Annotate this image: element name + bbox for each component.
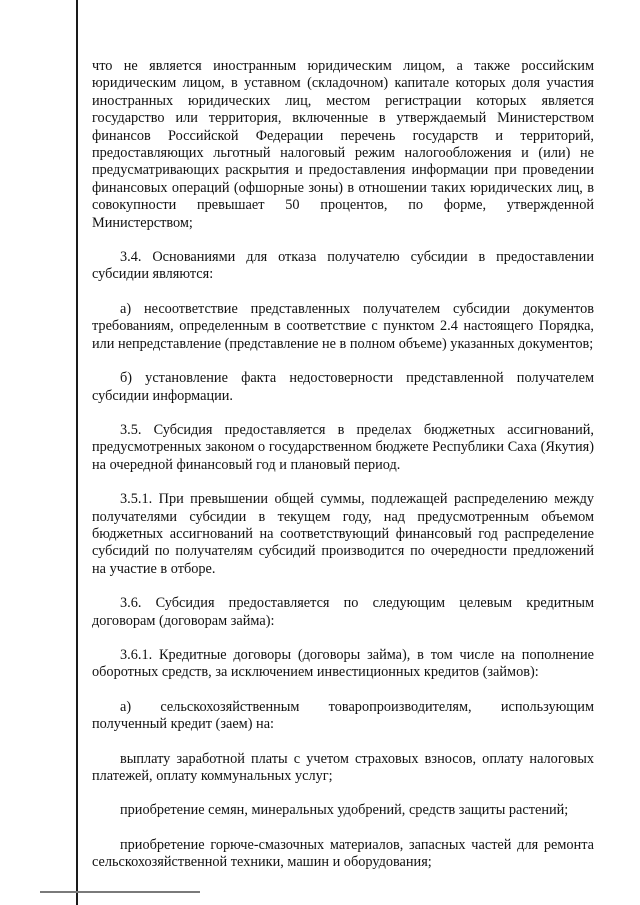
paragraph-3-5: 3.5. Субсидия предоставляется в пределах бюджетных ассигнований, предусмотренных законом о государственном бюджете Республики Саха (Якутия) на очередной финансовый год и плановый период. <box>92 421 594 473</box>
paragraph-3-5-1: 3.5.1. При превышении общей суммы, подлежащей распределению между получателями субсидии в текущем году, над предусмотренным объемом бюджетных ассигнований на соответствующий финансовый год распределение субсидий по получателям субсидий производится по очередности предложений на участие в отборе. <box>92 491 594 577</box>
paragraph-3-6-1: 3.6.1. Кредитные договоры (договоры займа), в том числе на пополнение оборотных средств, за исключением инвестиционных кредитов (займов): <box>92 646 594 681</box>
paragraph-fuel: приобретение горюче-смазочных материалов, запасных частей для ремонта сельскохозяйственной техники, машин и оборудования; <box>92 836 594 871</box>
paragraph-3-4-b: б) установление факта недостоверности представленной получателем субсидии информации. <box>92 370 594 404</box>
document-body <box>92 58 594 889</box>
paragraph-continuation: что не является иностранным юридическим лицом, а также российским юридическим лицом, в уставном (складочном) капитале которых доля участия иностранных юридических лиц, местом регистрации которых является государство или территория, включенные в утверждаемый Министерством финансов Российской Федерации перечень государств и территорий, предоставляющих льготный налоговый режим налогообложения и (или) не предусматривающих раскрытия и предоставления информации при проведении финансовых операций (офшорные зоны) в отношении таких юридических лиц, в совокупности превышает 50 процентов, по форме, утвержденной Министерством; <box>92 58 594 231</box>
paragraph-3-4-a: а) несоответствие представленных получателем субсидии документов требованиям, определенным в соответствие с пунктом 2.4 настоящего Порядка, или непредставление (представление не в полном объеме) указанных документов; <box>92 300 594 352</box>
paragraph-seeds: приобретение семян, минеральных удобрений, средств защиты растений; <box>120 802 569 819</box>
paragraph-salary: выплату заработной платы с учетом страховых взносов, оплату налоговых платежей, оплату коммунальных услуг; <box>92 750 594 784</box>
paragraph-3-6-1-a: а) сельскохозяйственным товаропроизводителям, использующим полученный кредит (заем) на: <box>92 698 594 733</box>
paragraph-3-6: 3.6. Субсидия предоставляется по следующим целевым кредитным договорам (договорам займа): <box>92 595 594 629</box>
paragraph-3-4: 3.4. Основаниями для отказа получателю субсидии в предоставлении субсидии являются: <box>92 249 594 283</box>
scan-bottom-line <box>40 891 200 893</box>
scan-edge-line <box>76 0 78 905</box>
